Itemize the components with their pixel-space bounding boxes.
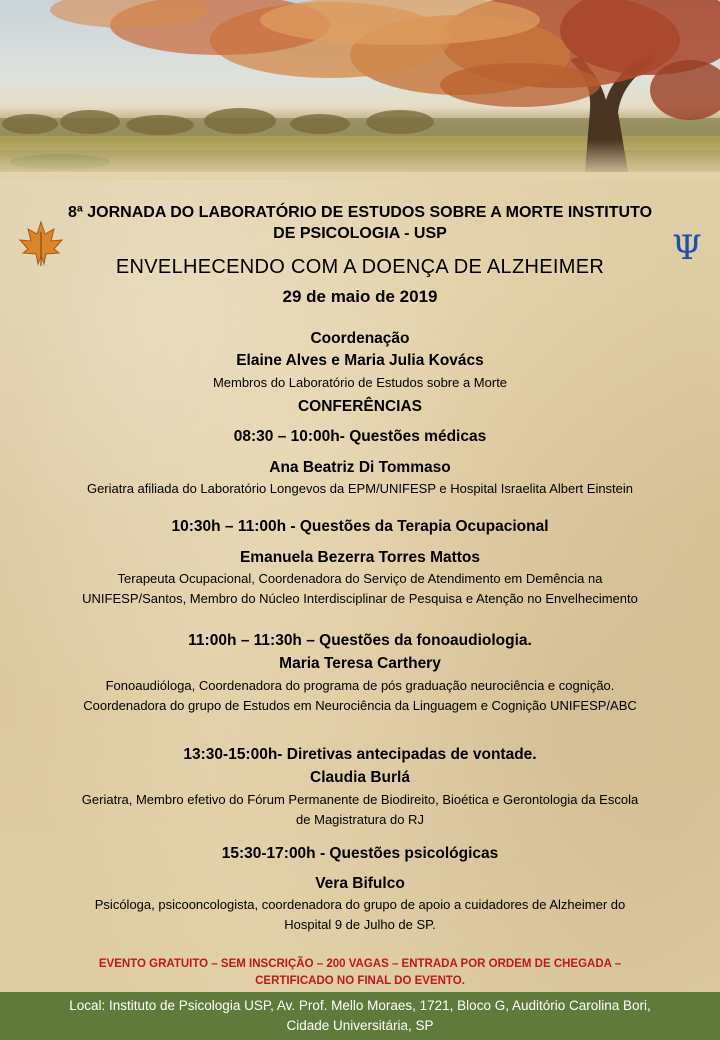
session-speaker-description: Terapeuta Ocupacional, Coordenadora do Serviço de Atendimento em Demência na	[117, 571, 603, 586]
session-speaker: Emanuela Bezerra Torres Mattos	[239, 549, 481, 566]
event-date: 29 de maio de 2019	[282, 287, 438, 306]
session-time-topic: 15:30-17:00h - Questões psicológicas	[221, 845, 499, 862]
coordination-names: Elaine Alves e Maria Julia Kovács	[236, 352, 484, 369]
session-speaker-description: Fonoaudióloga, Coordenadora do programa de pós graduação neurociência e cognição.	[105, 678, 615, 693]
event-theme: ENVELHECENDO COM A DOENÇA DE ALZHEIMER	[115, 256, 605, 278]
free-event-notice-line1: EVENTO GRATUITO – SEM INSCRIÇÃO – 200 VAGAS – ENTRADA POR ORDEM DE CHEGADA –	[98, 958, 622, 970]
session-speaker-description: de Magistratura do RJ	[296, 812, 424, 827]
session-time-topic: 10:30h – 11:00h - Questões da Terapia Ocupacional	[171, 518, 549, 535]
session-speaker: Vera Bifulco	[315, 875, 405, 892]
header-fade	[0, 140, 720, 180]
session-speaker-description: Coordenadora do grupo de Estudos em Neurociência da Linguagem e Cognição UNIFESP/ABC	[83, 698, 637, 713]
session-speaker: Ana Beatriz Di Tommaso	[269, 459, 451, 476]
venue-address-line2: Cidade Universitária, SP	[286, 1018, 434, 1033]
session-speaker: Claudia Burlá	[310, 769, 410, 786]
psychology-logo-icon: Ψ	[672, 228, 702, 268]
conferences-label: CONFERÊNCIAS	[297, 398, 422, 415]
session-speaker-description: Psicóloga, psicooncologista, coordenadora do grupo de apoio a cuidadores de Alzheimer do	[94, 897, 626, 912]
session-speaker-description: Geriatra, Membro efetivo do Fórum Permanente de Biodireito, Bioética e Gerontologia da Escola	[81, 792, 639, 807]
event-title-line1: 8ª JORNADA DO LABORATÓRIO DE ESTUDOS SOBRE A MORTE INSTITUTO	[67, 204, 653, 221]
session-speaker: Maria Teresa Carthery	[279, 655, 441, 672]
session-time-topic: 08:30 – 10:00h- Questões médicas	[233, 428, 487, 445]
session-speaker-description: UNIFESP/Santos, Membro do Núcleo Interdisciplinar de Pesquisa e Atenção no Envelhecimento	[82, 591, 638, 606]
session-time-topic: 13:30-15:00h- Diretivas antecipadas de vontade.	[183, 746, 537, 763]
session-time-topic: 11:00h – 11:30h – Questões da fonoaudiologia.	[188, 632, 532, 649]
free-event-notice-line2: CERTIFICADO NO FINAL DO EVENTO.	[255, 975, 465, 987]
session-speaker-description: Geriatra afiliada do Laboratório Longevos da EPM/UNIFESP e Hospital Israelita Albert Einstein	[86, 481, 634, 496]
coordination-description: Membros do Laboratório de Estudos sobre a Morte	[212, 375, 508, 390]
session-speaker-description: Hospital 9 de Julho de SP.	[284, 917, 436, 932]
coordination-label: Coordenação	[310, 330, 410, 347]
venue-footer	[0, 992, 720, 1040]
event-title-line2: DE PSICOLOGIA - USP	[273, 225, 447, 242]
venue-address-line1: Local: Instituto de Psicologia USP, Av. Prof. Mello Moraes, 1721, Bloco G, Auditório Carolina Bori,	[69, 998, 651, 1013]
